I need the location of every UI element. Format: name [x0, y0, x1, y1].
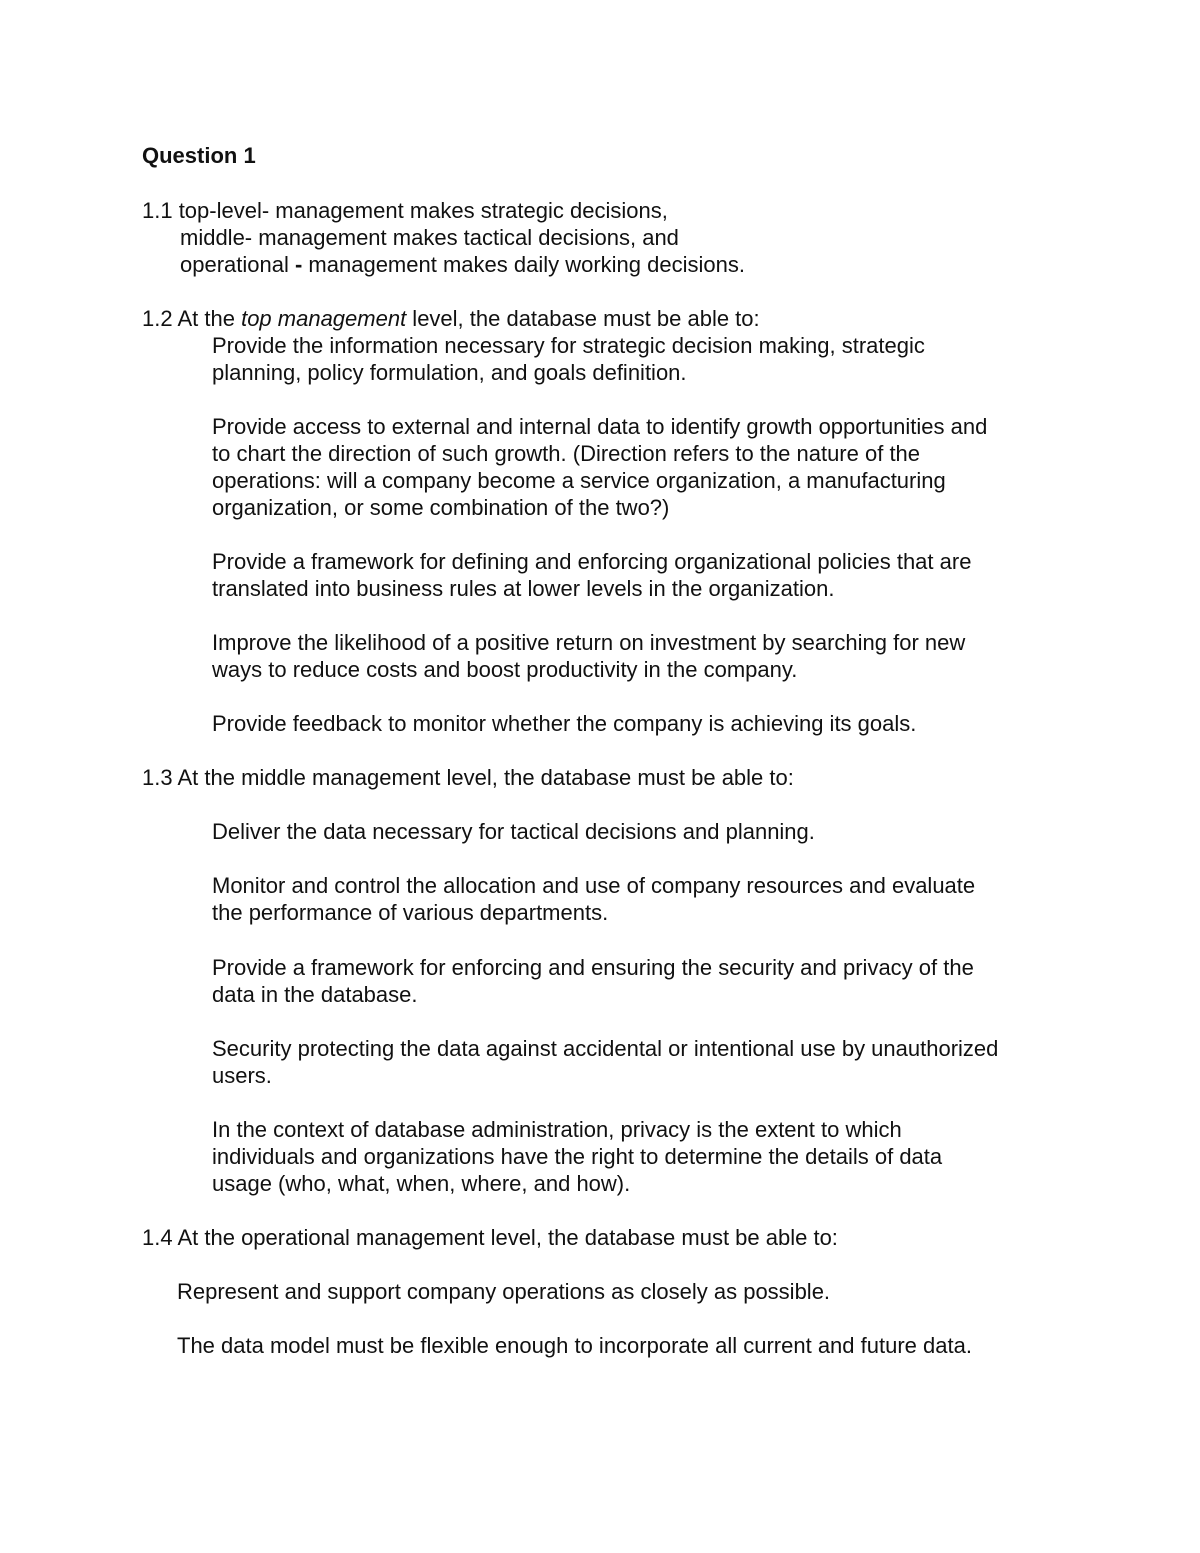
- q1-3-p2-line-1: Monitor and control the allocation and use of company resources and evaluate: [212, 873, 976, 898]
- q1-2-p3-line-2: translated into business rules at lower levels in the organization.: [212, 576, 835, 601]
- q1-3-p5-line-2: individuals and organizations have the right to determine the details of data: [212, 1144, 943, 1169]
- q1-1-line-3-start: operational: [180, 252, 295, 277]
- q1-1-line-3: [180, 251, 745, 278]
- q1-3-p5-line-3: usage (who, what, when, where, and how).: [212, 1171, 631, 1196]
- q1-1-line-1: 1.1 top-level- management makes strategic decisions,: [142, 198, 668, 223]
- q1-2-intro-italic: top management: [241, 306, 407, 331]
- q1-4-intro: 1.4 At the operational management level, the database must be able to:: [142, 1225, 838, 1250]
- q1-2-p5-line-1: Provide feedback to monitor whether the company is achieving its goals.: [212, 711, 917, 736]
- q1-2-p2-line-2: to chart the direction of such growth. (Direction refers to the nature of the: [212, 441, 921, 466]
- q1-2-p4-line-1: Improve the likelihood of a positive return on investment by searching for new: [212, 630, 966, 655]
- q1-2-p2-line-3: operations: will a company become a service organization, a manufacturing: [212, 468, 946, 493]
- q1-4-p1: Represent and support company operations as closely as possible.: [177, 1279, 831, 1304]
- q1-3-p4-line-1: Security protecting the data against accidental or intentional use by unauthorized: [212, 1036, 999, 1061]
- question-heading: Question 1: [142, 143, 256, 168]
- q1-1-line-3-end: management makes daily working decisions.: [302, 252, 745, 277]
- q1-2-p3-line-1: Provide a framework for defining and enforcing organizational policies that are: [212, 549, 972, 574]
- q1-3-p3-line-2: data in the database.: [212, 982, 418, 1007]
- q1-3-p1-line-1: Deliver the data necessary for tactical decisions and planning.: [212, 819, 815, 844]
- q1-2-p1-line-2: planning, policy formulation, and goals definition.: [212, 360, 687, 385]
- q1-1-line-3-dash: -: [294, 252, 303, 277]
- q1-2-p1-line-1: Provide the information necessary for strategic decision making, strategic: [212, 333, 925, 358]
- q1-2-intro: [142, 305, 760, 332]
- q1-3-p3-line-1: Provide a framework for enforcing and ensuring the security and privacy of the: [212, 955, 974, 980]
- q1-3-p5-line-1: In the context of database administration, privacy is the extent to which: [212, 1117, 902, 1142]
- q1-3-intro: 1.3 At the middle management level, the database must be able to:: [142, 765, 794, 790]
- q1-2-intro-end: level, the database must be able to:: [406, 306, 760, 331]
- q1-2-p4-line-2: ways to reduce costs and boost productivity in the company.: [212, 657, 798, 682]
- q1-2-intro-start: 1.2 At the: [142, 306, 242, 331]
- q1-2-p2-line-1: Provide access to external and internal data to identify growth opportunities and: [212, 414, 988, 439]
- q1-4-p2: The data model must be flexible enough to incorporate all current and future data.: [177, 1333, 972, 1358]
- q1-1-line-2: middle- management makes tactical decisions, and: [180, 225, 679, 250]
- q1-3-p4-line-2: users.: [212, 1063, 272, 1088]
- q1-2-p2-line-4: organization, or some combination of the two?): [212, 495, 670, 520]
- q1-3-p2-line-2: the performance of various departments.: [212, 900, 609, 925]
